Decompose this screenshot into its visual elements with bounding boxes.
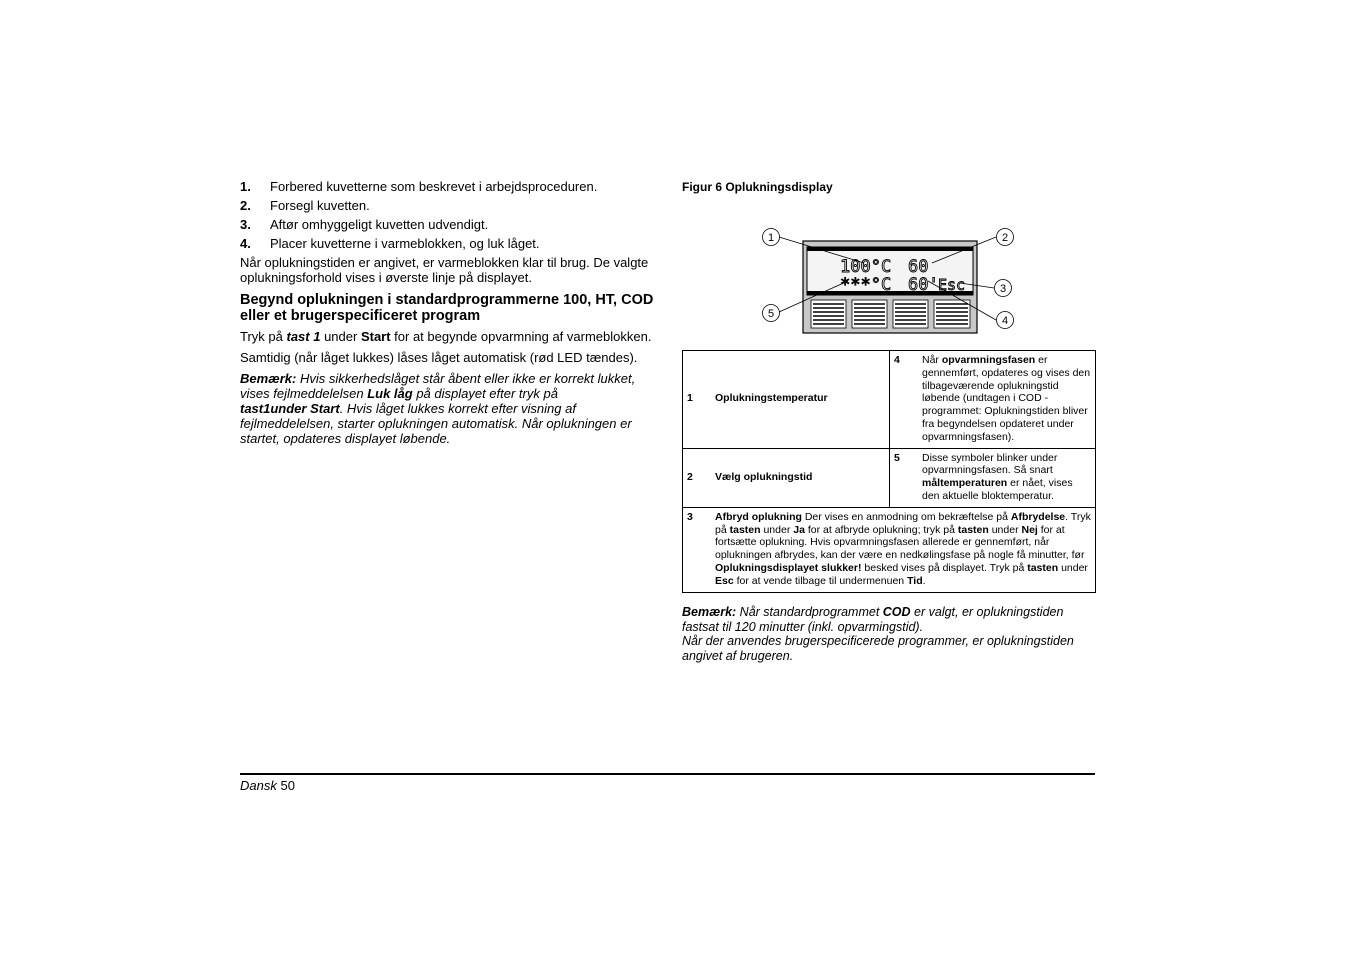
- svg-text:2: 2: [1001, 232, 1009, 244]
- section-heading: Begynd oplukningen i standardprogrammerne 100, HT, COD eller et brugerspecificeret program: [240, 292, 654, 324]
- note-left: Bemærk: Hvis sikkerhedslåget står åbent eller ikke er korrekt lukket, vises fejlmeddelelsen Luk låg på displayet efter tryk på tast1under Start. Hvis låget lukkes korrekt efter visning af fejlmeddelelsen, starter oplukningen automatisk. Når oplukningen er startet, opdateres displayet løbende.: [240, 371, 636, 446]
- step-item: 2. Forsegl kuvetten.: [240, 198, 370, 213]
- lcd-esc-label: Esc: [938, 276, 966, 294]
- display-figure: [760, 221, 1020, 341]
- footer-rule: [240, 773, 1095, 775]
- svg-text:4: 4: [1001, 315, 1009, 327]
- step-item: 4. Placer kuvetterne i varmeblokken, og luk låget.: [240, 236, 540, 251]
- lcd-line2-time: 60': [908, 275, 939, 295]
- callout-2: [997, 229, 1014, 246]
- key-2: [852, 300, 887, 328]
- callout-5: [763, 305, 780, 322]
- left-column: [240, 179, 655, 452]
- lid-lock-text: Samtidig (når låget lukkes) låses låget automatisk (rød LED tændes).: [240, 350, 638, 365]
- note-right: Bemærk: Når standardprogrammet COD er valgt, er oplukningstiden fastsat til 120 minutter (inkl. opvarmingstid). Når der anvendes brugerspecificerede programmer, er oplukningstiden angivet af brugeren.: [682, 605, 1074, 663]
- footer-language: Dansk: [240, 778, 277, 793]
- page-number: 50: [280, 778, 295, 793]
- after-steps-text: Når oplukningstiden er angivet, er varmeblokken klar til brug. De valgte oplukningsforhold vises i øverste linje på displayet.: [240, 255, 649, 285]
- legend-cell-1: 1 Oplukningstemperatur: [683, 351, 890, 449]
- procedure-steps: [240, 179, 655, 251]
- svg-text:3: 3: [999, 283, 1007, 295]
- callout-4: [997, 312, 1014, 329]
- legend-cell-3: 3 Afbryd oplukning Der vises en anmodning om bekræftelse på Afbrydelse. Tryk på tasten under Ja for at afbryde oplukning; tryk på tasten under Nej for at fortsætte oplukning. Hvis opvarmningsfasen allerede er gennemført, når oplukningen afbrydes, kan der være en nedkølingsfase på nogle få minutter, før Oplukningsdisplayet slukker! besked vises på displayet. Tryk på tasten under Esc for at vende tilbage til undermenuen Tid.: [683, 507, 1096, 592]
- key-4: [934, 300, 970, 328]
- step-item: 3. Aftør omhyggeligt kuvetten udvendigt.: [240, 217, 489, 232]
- legend-cell-5: 5 Disse symboler blinker under opvarmningsfasen. Så snart måltemperaturen er nået, vises den aktuelle bloktemperatur.: [890, 448, 1096, 507]
- right-column: [682, 179, 1096, 663]
- figure-legend-table: [682, 350, 1096, 593]
- figure-caption: Figur 6 Oplukningsdisplay: [682, 180, 833, 194]
- lcd-line1-time: 60: [908, 257, 929, 277]
- key-3: [893, 300, 928, 328]
- key-1: [811, 300, 846, 328]
- legend-cell-4: 4 Når opvarmningsfasen er gennemført, opdateres og vises den tilbageværende oplukningstid løbende (undtagen i COD - programmet: Oplukningstiden bliver fra begyndelsen opdateret under opvarmningsfasen).: [890, 351, 1096, 449]
- lcd-line1-temp: 100°C: [840, 257, 892, 277]
- legend-cell-2: 2 Vælg oplukningstid: [683, 448, 890, 507]
- callout-3: [995, 280, 1012, 297]
- svg-text:5: 5: [767, 308, 775, 320]
- lcd-line2-temp: ***°C: [840, 275, 892, 295]
- step-item: 1. Forbered kuvetterne som beskrevet i arbejdsproceduren.: [240, 179, 598, 194]
- svg-text:1: 1: [767, 232, 775, 244]
- callout-1: [763, 229, 780, 246]
- page-footer: [240, 778, 295, 793]
- start-instruction: Tryk på tast 1 under Start for at begynde opvarmning af varmeblokken.: [240, 329, 652, 344]
